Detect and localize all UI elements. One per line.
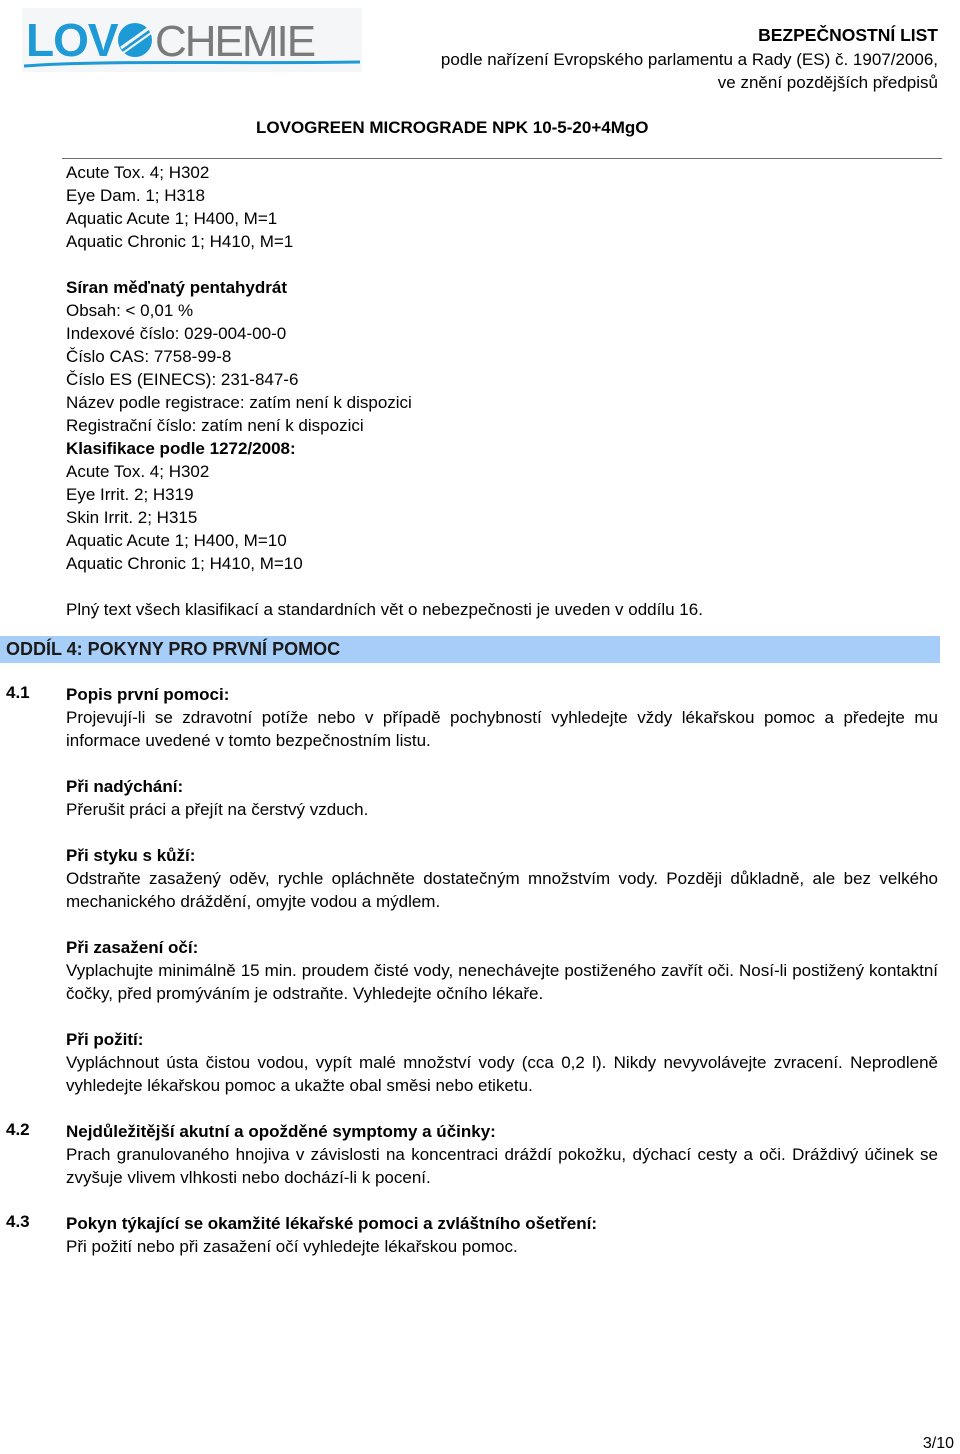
substance-block (0, 276, 960, 575)
classification-item: Aquatic Acute 1; H400, M=1 (66, 209, 278, 228)
classification-item: Aquatic Chronic 1; H410, M=10 (66, 554, 303, 573)
classification-item: Eye Dam. 1; H318 (66, 186, 205, 205)
classification-item: Acute Tox. 4; H302 (66, 462, 210, 481)
ingestion-title: Při požití: (66, 1030, 144, 1049)
skin-contact-text: Odstraňte zasažený oděv, rychle opláchněte dostatečným množstvím vody. Později důkladně, ale bez velkého mechanického dráždění, omyjte vodou a mýdlem. (66, 869, 938, 911)
prev-classification-list (0, 161, 960, 253)
eye-contact-text: Vyplachujte minimálně 15 min. proudem čisté vody, nenechávejte postiženého zavřít oči. Nosí-li postižený kontaktní čočky, před promýváním je odstraňte. Vyhledejte očního lékaře. (66, 961, 938, 1003)
product-name: LOVOGREEN MICROGRADE NPK 10-5-20+4MgO (256, 118, 649, 137)
substance-registration-name: Název podle registrace: zatím není k dispozici (66, 393, 412, 412)
classification-item: Acute Tox. 4; H302 (66, 163, 210, 182)
page-number: 3/10 (922, 1435, 954, 1452)
classification-item: Eye Irrit. 2; H319 (66, 485, 194, 504)
substance-name: Síran měďnatý pentahydrát (66, 278, 287, 297)
classification-heading: Klasifikace podle 1272/2008: (66, 439, 296, 458)
substance-index-number: Indexové číslo: 029-004-00-0 (66, 324, 287, 343)
subsection-number: 4.3 (6, 1212, 30, 1231)
substance-registration-number: Registrační číslo: zatím není k dispozici (66, 416, 364, 435)
page-content (0, 161, 960, 1258)
substance-cas-number: Číslo CAS: 7758-99-8 (66, 347, 232, 366)
subsection-4-3 (0, 1212, 960, 1258)
ingestion-text: Vypláchnout ústa čistou vodou, vypít malé množství vody (cca 0,2 l). Nikdy nevyvolávejte zvracení. Neprodleně vyhledejte lékařskou pomoc a ukažte obal směsi nebo etiketu. (66, 1053, 938, 1095)
section-4-heading: ODDÍL 4: POKYNY PRO PRVNÍ POMOC (0, 636, 940, 663)
first-aid-intro: Projevují-li se zdravotní potíže nebo v případě pochybností vyhledejte vždy lékařskou pomoc a předejte mu informace uvedené v tomto bezpečnostním listu. (66, 708, 938, 750)
eye-contact-title: Při zasažení očí: (66, 938, 199, 957)
substance-content: Obsah: < 0,01 % (66, 301, 194, 320)
medical-attention-text: Při požití nebo při zasažení očí vyhledejte lékařskou pomoc. (66, 1237, 518, 1256)
classification-item: Aquatic Acute 1; H400, M=10 (66, 531, 287, 550)
classification-item: Skin Irrit. 2; H315 (66, 508, 198, 527)
header-divider (62, 158, 942, 159)
inhalation-title: Při nadýchání: (66, 777, 184, 796)
inhalation-text: Přerušit práci a přejít na čerstvý vzduch. (66, 800, 369, 819)
svg-text:CHEMIE: CHEMIE (155, 17, 315, 66)
skin-contact-title: Při styku s kůží: (66, 846, 196, 865)
subsection-number: 4.2 (6, 1120, 30, 1139)
subsection-number: 4.1 (6, 683, 30, 702)
subsection-title: Popis první pomoci: (66, 685, 230, 704)
svg-text:LOV: LOV (26, 14, 118, 66)
substance-es-number: Číslo ES (EINECS): 231-847-6 (66, 370, 299, 389)
document-title: BEZPEČNOSTNÍ LIST (758, 25, 938, 45)
symptoms-text: Prach granulovaného hnojiva v závislosti na koncentraci dráždí pokožku, dýchací cesty a oči. Dráždivý účinek se zvyšuje vlivem vlhkosti nebo dochází-li k pocení. (66, 1145, 938, 1187)
subsection-title: Pokyn týkající se okamžité lékařské pomoci a zvláštního ošetření: (66, 1214, 597, 1233)
subsection-4-1 (0, 683, 960, 1097)
classification-item: Aquatic Chronic 1; H410, M=1 (66, 232, 294, 251)
subsection-title: Nejdůležitější akutní a opožděné symptomy a účinky: (66, 1122, 496, 1141)
document-subtitle: podle nařízení Evropského parlamentu a Rady (ES) č. 1907/2006, ve znění pozdějších předpisů (440, 50, 938, 92)
subsection-4-2 (0, 1120, 960, 1189)
lovochemie-logo (22, 8, 362, 72)
full-text-note: Plný text všech klasifikací a standardních vět o nebezpečnosti je uveden v oddílu 16. (66, 600, 703, 619)
